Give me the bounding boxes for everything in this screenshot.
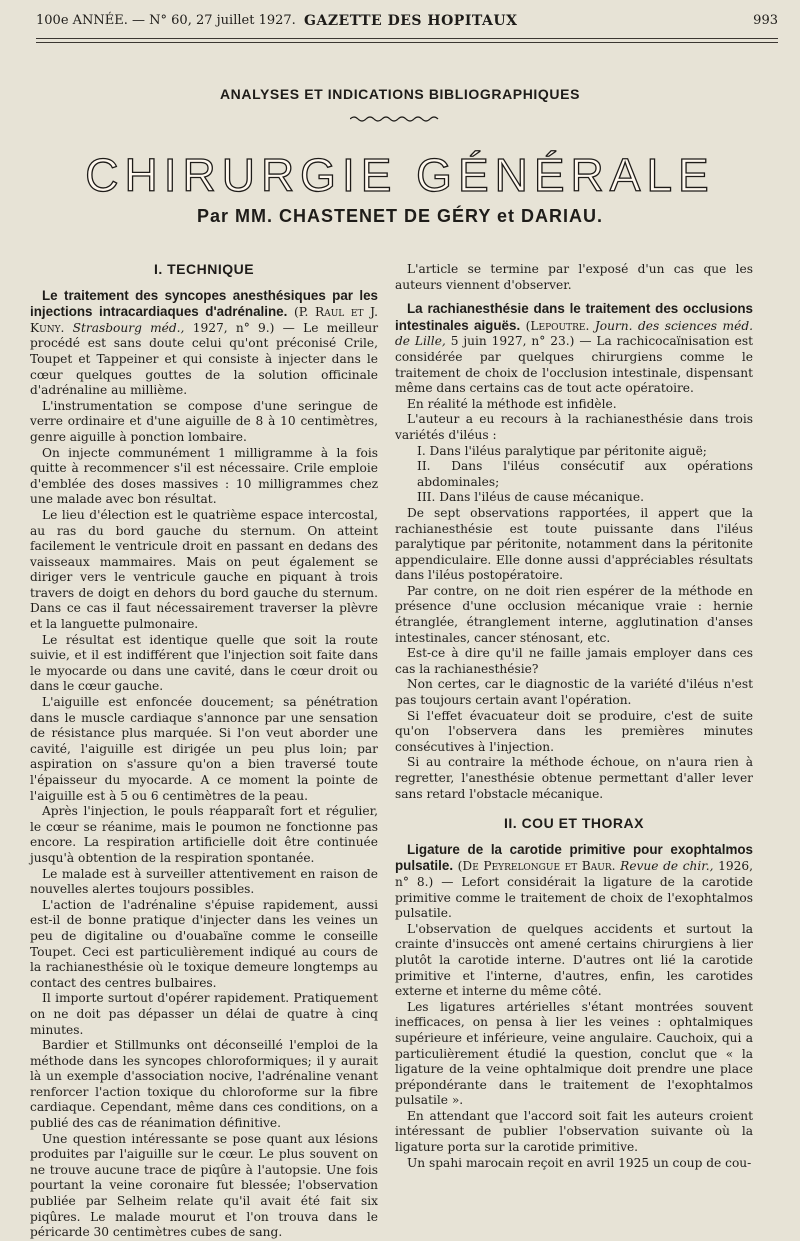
article-paragraph [395, 301, 753, 397]
paragraph: Si au contraire la méthode échoue, on n'aura rien à regretter, l'anesthésie obtenue permettant d'aller lever sans retard l'obstacle mécanique. [395, 755, 753, 801]
paragraph: Bardier et Stillmunks ont déconseillé l'emploi de la méthode dans les syncopes chloroformiques; il y aurait là un exemple d'association nocive, l'adrénaline venant renforcer l'action toxique du chloroforme sur la fibre cardiaque. Cependant, même dans ces conditions, on a publié des cas de réanimation définitive. [30, 1038, 378, 1131]
ileus-list [395, 444, 753, 506]
paragraph: L'article se termine par l'exposé d'un cas que les auteurs viennent d'observer. [395, 262, 753, 292]
article-reference: Strasbourg méd., [72, 320, 185, 335]
section-heading-technique: I. TECHNIQUE [153, 261, 255, 277]
journal-name: GAZETTE DES HOPITAUX [304, 13, 518, 29]
article-reference: Journ. des sciences méd. de Lille, [395, 318, 754, 349]
paragraph: On injecte communément 1 milligramme à la fois quitte à recommencer s'il est nécessaire. Crile emploie d'emblée des doses massives : 10 milligrammes chez une malade avec bon résultat. [30, 445, 378, 507]
running-head [36, 10, 778, 32]
section-heading-cou-thorax: II. COU ET THORAX [504, 815, 644, 832]
paragraph: Un spahi marocain reçoit en avril 1925 un coup de cou- [407, 1155, 752, 1170]
ornament-wave [350, 114, 440, 124]
paragraph: En attendant que l'accord soit fait les auteurs croient intéressant de publier l'observation suivante où la ligature porta sur la carotide primitive. [395, 1108, 753, 1155]
article-authors: (De Peyrelongue et Baur. [457, 859, 616, 874]
paragraph: Il importe surtout d'opérer rapidement. Pratiquement on ne doit pas dépasser un délai de quatre à cinq minutes. [30, 991, 378, 1037]
paragraph: En réalité la méthode est infidèle. [407, 396, 617, 411]
article-body: 1927, n° 9.) — Le meilleur procédé est sans doute celui qu'ont préconisé Crile, Toupet et Tappeiner et qui consiste à injecter dans le cœur quelques gouttes de la solution officinale d'adrénaline au millième. [30, 320, 379, 398]
article-title: La rachianesthésie dans le traitement des occlusions intestinales aiguës. [395, 301, 753, 333]
article-paragraph [395, 842, 753, 922]
paragraph: Après l'injection, le pouls réapparaît fort et régulier, le cœur se réanime, mais le poumon ne fonctionne pas encore. La respiration artificielle doit être continuée jusqu'à obtention de la respiration spontanée. [30, 804, 378, 865]
list-item: I. Dans l'iléus paralytique par péritonite aiguë; [417, 443, 707, 458]
list-item: III. Dans l'iléus de cause mécanique. [417, 490, 644, 505]
paragraph: L'auteur a eu recours à la rachianesthésie dans trois variétés d'iléus : [395, 412, 753, 442]
article-title: Ligature de la carotide primitive pour exophtalmos pulsatile. [395, 841, 753, 874]
article-body: 5 juin 1927, n° 23.) — La rachicocaïnisation est considérée par quelques chirurgiens comme le traitement de choix de l'occlusion intestinale, dispensant même dans certains cas de tout acte opératoire. [395, 334, 753, 396]
article-paragraph [30, 288, 378, 399]
paragraph: Le malade est à surveiller attentivement en raison de nouvelles alertes toujours possibles. [30, 866, 378, 897]
article-reference: Revue de chir., [620, 859, 714, 874]
list-item: II. Dans l'iléus consécutif aux opérations abdominales; [417, 459, 753, 489]
paragraph: Une question intéressante se pose quant aux lésions produites par l'aiguille sur le cœur. Le plus souvent on ne trouve aucune trace de piqûre à l'autopsie. Une fois pourtant la veine coronaire fut blessée; l'observation publiée par Selheim relate qu'il avait été fait six piqûres. Le malade mourut et l'on trouva dans le péricarde 30 centimètres cubes de sang. [30, 1131, 378, 1240]
authors-line: Par MM. CHASTENET DE GÉRY et DARIAU. [196, 206, 604, 226]
paragraph: L'observation de quelques accidents et surtout la crainte d'insuccès ont amené certains chirurgiens à lier plutôt la carotide interne. D'autres ont lié la carotide primitive et l'interne, d'autres, enfin, les carotides externe et interne du même côté. [395, 921, 753, 999]
paragraph: L'aiguille est enfoncée doucement; sa pénétration dans le muscle cardiaque s'annonce par une sensation de résistance plus marquée. Si l'on veut aborder une cavité, l'aiguille est dirigée un peu plus loin; par aspiration on s'assure qu'on a bien traversé toute l'épaisseur du myocarde. A ce moment la pointe de l'aiguille est à 5 ou 6 centimètres de la peau. [30, 695, 378, 803]
left-column [30, 262, 378, 1241]
paragraph: L'instrumentation se compose d'une seringue de verre ordinaire et d'une aiguille de 8 à 10 centimètres, genre aiguille à ponction lombaire. [30, 398, 378, 444]
issue-info: 100e ANNÉE. — N° 60, 27 juillet 1927. [36, 13, 296, 28]
paragraph: Le lieu d'élection est le quatrième espace intercostal, au ras du bord gauche du sternum. On atteint facilement le ventricule droit en passant en dedans des vaisseaux mammaires. Mais on peut également se diriger vers le ventricule gauche en piquant à trois travers de doigt en dehors du bord gauche du sternum. Dans ce cas il faut nécessairement traverser la plèvre et la languette pulmonaire. [30, 507, 378, 632]
right-column [395, 262, 753, 1171]
paragraph: Non certes, car le diagnostic de la variété d'iléus n'est pas toujours certain avant l'opération. [395, 677, 753, 708]
page-number: 993 [753, 13, 778, 28]
header-rule-bottom [36, 42, 778, 43]
page-title: CHIRURGIE GÉNÉRALE [85, 149, 715, 201]
paragraph: Est-ce à dire qu'il ne faille jamais employer dans ces cas la rachianesthésie? [395, 646, 753, 676]
paragraph: Si l'effet évacuateur doit se produire, c'est de suite qu'on l'observera dans les premières minutes consécutives à l'injection. [395, 708, 753, 754]
paragraph: Par contre, on ne doit rien espérer de la méthode en présence d'une occlusion mécanique vraie : hernie étranglée, étranglement interne, agglutination d'anses intestinales, cancer sténosant, etc. [395, 583, 753, 645]
article-body: 1926, n° 8.) — Lefort considérait la ligature de la carotide primitive comme le traitement de choix de l'exophtalmos pulsatile. [395, 859, 754, 921]
article-authors: (P. Raul et J. Kuny. [30, 305, 378, 335]
paragraph: L'action de l'adrénaline s'épuise rapidement, aussi est-il de bonne pratique d'injecter dans les veines un peu de digitaline ou d'ouabaïne comme le conseille Toupet. Ceci est particulièrement indiqué au cours de la rachianesthésie où le toxique demeure longtemps au contact des centres bulbaires. [30, 897, 378, 990]
section-banner: ANALYSES ET INDICATIONS BIBLIOGRAPHIQUES [219, 86, 581, 102]
paragraph: Le résultat est identique quelle que soit la route suivie, et il est indifférent que l'injection soit faite dans le myocarde ou dans une cavité, dans le cœur droit ou dans le cœur gauche. [30, 632, 378, 694]
paragraph: Les ligatures artérielles s'étant montrées souvent inefficaces, on pensa à lier les veines : ophtalmiques supérieure et inférieure, veine angulaire. Cauchoix, qui a particulièrement étudié la question, conclut que « la ligature de la veine ophtalmique doit prendre une place prépondérante dans le traitement de l'exophtalmos pulsatile ». [395, 999, 753, 1108]
header-rule-top [36, 38, 778, 39]
paragraph: De sept observations rapportées, il appert que la rachianesthésie est toute puissante dans l'iléus paralytique par péritonite, notamment dans la péritonite appendiculaire. Elle donne aussi d'appréciables résultats dans l'iléus postopératoire. [395, 505, 753, 583]
article-title: Le traitement des syncopes anesthésiques par les injections intracardiaques d'adrénaline. [30, 287, 378, 320]
article-authors: (Lepoutre. [525, 318, 590, 333]
